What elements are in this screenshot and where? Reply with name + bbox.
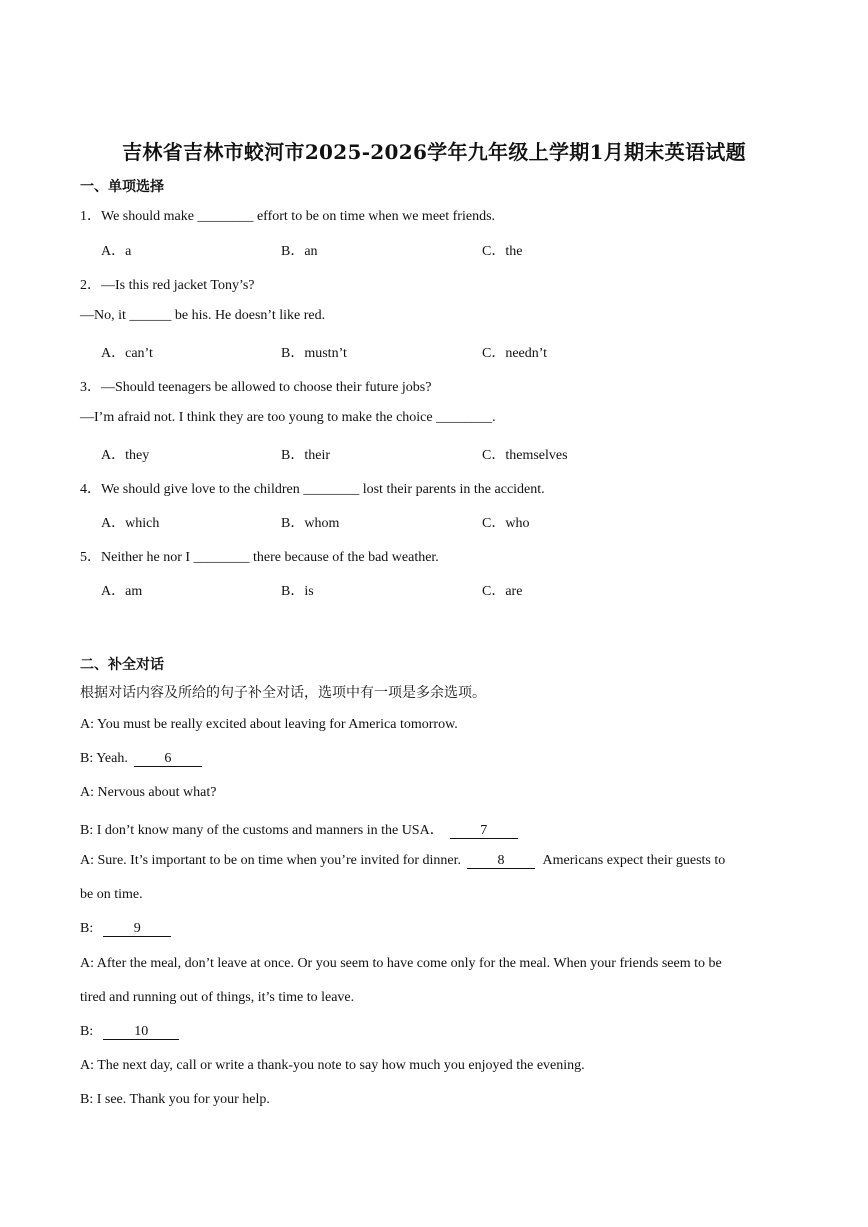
dialogue-line: A: Nervous about what?	[80, 785, 217, 800]
section-instruction: 根据对话内容及所给的句子补全对话，选项中有一项是多余选项。	[80, 685, 486, 701]
section-heading-dialogue: 二、补全对话	[80, 657, 164, 673]
dialogue-text: B: Yeah.	[80, 751, 128, 766]
question-2-stem: 2．—Is this red jacket Tony’s?	[80, 278, 255, 293]
question-5-option-c: C．are	[482, 584, 523, 599]
dialogue-line: A: You must be really excited about leaving for America tomorrow.	[80, 717, 458, 732]
section-heading-single-choice: 一、单项选择	[80, 179, 164, 195]
question-3-option-a: A．they	[101, 448, 150, 463]
question-3-option-c: C．themselves	[482, 448, 568, 463]
question-5-stem: 5．Neither he nor I ________ there because of the bad weather.	[80, 550, 439, 565]
blank-8: 8	[467, 853, 535, 869]
dialogue-line	[80, 921, 171, 937]
question-2-option-c: C．needn’t	[482, 346, 548, 361]
question-2-option-a: A．can’t	[101, 346, 153, 361]
question-3-stem-reply: —I’m afraid not. I think they are too young to make the choice ________.	[80, 410, 496, 425]
question-1-stem: 1．We should make ________ effort to be on time when we meet friends.	[80, 209, 496, 224]
dialogue-text: B:	[80, 1024, 94, 1039]
question-2-stem-reply: —No, it ______ be his. He doesn’t like red.	[80, 308, 326, 323]
question-5-option-a: A．am	[101, 584, 143, 599]
dialogue-text: Americans expect their guests to	[542, 853, 726, 868]
question-5-option-b: B．is	[281, 584, 314, 599]
dialogue-line	[80, 1024, 179, 1040]
question-2-option-b: B．mustn’t	[281, 346, 347, 361]
blank-6: 6	[134, 751, 202, 767]
question-4-option-b: B．whom	[281, 516, 340, 531]
question-1-option-b: B．an	[281, 244, 318, 259]
dialogue-line-continued: be on time.	[80, 887, 143, 902]
page-title: 吉林省吉林市蛟河市2025-2026学年九年级上学期1月期末英语试题	[122, 140, 746, 164]
dialogue-line-continued: tired and running out of things, it’s time to leave.	[80, 990, 355, 1005]
question-4-option-c: C．who	[482, 516, 530, 531]
blank-7: 7	[450, 823, 518, 839]
dialogue-text: B: I don’t know many of the customs and manners in the USA．	[80, 823, 444, 838]
dialogue-line: A: After the meal, don’t leave at once. Or you seem to have come only for the meal. When your friends seem to be	[80, 956, 722, 971]
question-1-option-a: A．a	[101, 244, 132, 259]
question-4-option-a: A．which	[101, 516, 160, 531]
dialogue-text: A: Sure. It’s important to be on time when you’re invited for dinner.	[80, 853, 462, 868]
dialogue-line	[80, 819, 518, 839]
dialogue-line	[80, 751, 202, 767]
dialogue-line: A: The next day, call or write a thank-you note to say how much you enjoyed the evening.	[80, 1058, 585, 1073]
question-4-stem: 4．We should give love to the children ________ lost their parents in the accident.	[80, 482, 545, 497]
question-1-option-c: C．the	[482, 244, 523, 259]
dialogue-text: B:	[80, 921, 94, 936]
question-3-stem: 3．—Should teenagers be allowed to choose their future jobs?	[80, 380, 432, 395]
dialogue-line: B: I see. Thank you for your help.	[80, 1092, 270, 1107]
question-3-option-b: B．their	[281, 448, 330, 463]
dialogue-line	[80, 853, 725, 869]
blank-10: 10	[103, 1024, 179, 1040]
blank-9: 9	[103, 921, 171, 937]
